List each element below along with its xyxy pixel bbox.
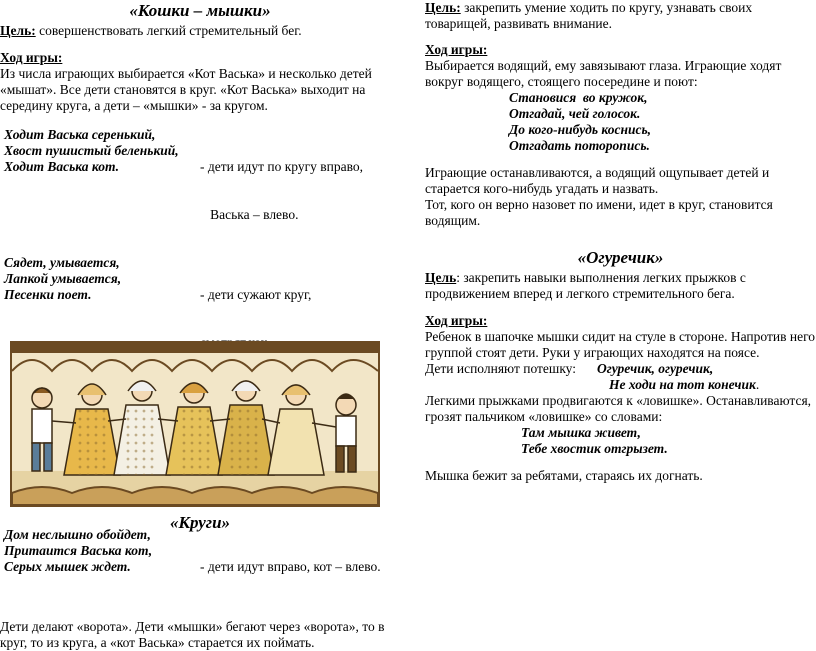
left-column xyxy=(0,0,400,651)
verse-row xyxy=(0,527,400,607)
poem-line: Отгадать поторопись. xyxy=(509,138,650,153)
course2-label: Ход игры: xyxy=(425,313,488,328)
goal-label: Цель: xyxy=(0,23,36,38)
goal-text: закрепить умение ходить по кругу, узнавать своих товарищей, развивать внимание. xyxy=(425,0,753,31)
chant-line-1 xyxy=(425,361,816,377)
verse-note xyxy=(200,527,400,607)
poem-line: Притаится Васька кот, xyxy=(4,543,153,558)
paragraph-jumps: Легкими прыжками продвигаются к «ловишке». Останавливаются, грозят пальчиком «ловишке» со словами: xyxy=(425,393,812,424)
poem-line: Там мышка живет, xyxy=(521,425,641,440)
chant-line-2 xyxy=(425,377,816,393)
chant-text-2: Не ходи на тот конечик xyxy=(609,377,756,392)
poem-line: Тебе хвостик отгрызет. xyxy=(521,441,668,456)
illustration-children-dancing xyxy=(10,341,380,507)
poem-line: Хвост пушистый беленький, xyxy=(4,143,179,158)
goal-label: Цель: xyxy=(425,0,461,15)
course2-text: Ребенок в шапочке мышки сидит на стуле в стороне. Напротив него группой стоят дети. Руки у играющих находятся на поясе. xyxy=(425,329,816,360)
verse-poem xyxy=(0,127,200,255)
note-line: - дети сужают круг, xyxy=(200,287,312,302)
right-column xyxy=(425,0,816,484)
mouse-poem xyxy=(425,425,816,457)
note-line: - дети идут вправо, кот – влево. xyxy=(200,559,381,574)
poem-line: Песенки поет. xyxy=(4,287,92,302)
ending-text: Дети делают «ворота». Дети «мышки» бегают через «ворота», то в круг, то из круга, а «кот Васька» старается их поймать. xyxy=(0,619,385,650)
paragraph-new-leader: Тот, кого он верно назовет по имени, идет в круг, становится водящим. xyxy=(425,197,773,228)
chant-text-2-end: . xyxy=(755,377,760,392)
poem-line: Становися во кружок, xyxy=(509,90,648,105)
course-text: Выбирается водящий, ему завязывают глаза. Играющие ходят вокруг водящего, стоящего посередине и поют: xyxy=(425,58,782,89)
poem-line: Лапкой умывается, xyxy=(4,271,122,286)
children-dancing-picture xyxy=(12,343,378,505)
goal-paragraph xyxy=(0,23,400,39)
course-label: Ход игры: xyxy=(0,50,63,65)
poem-line: Ходит Васька кот. xyxy=(4,159,120,174)
goal2-text: : закрепить навыки выполнения легких прыжков с продвижением вперед и легкого стремительного бега. xyxy=(425,270,746,301)
goal-paragraph xyxy=(425,0,816,32)
poem-line: Серых мышек ждет. xyxy=(4,559,131,574)
paragraph-chase: Мышка бежит за ребятами, стараясь их догнать. xyxy=(425,468,703,483)
chant-lead: Дети исполняют потешку: xyxy=(425,361,577,376)
paragraph-guessing: Играющие останавливаются, а водящий ощупывает детей и старается кого-нибудь угадать и назвать. xyxy=(425,165,770,196)
verse-poem xyxy=(0,527,200,607)
song-poem xyxy=(425,90,816,154)
note-line: - дети идут по кругу вправо, xyxy=(200,159,363,174)
chant-text-1: Огуречик, огуречик, xyxy=(597,361,714,376)
poem-line: Отгадай, чей голосок. xyxy=(509,106,641,121)
poem-line: Ходит Васька серенький, xyxy=(4,127,156,142)
goal2-paragraph xyxy=(425,270,816,302)
game-title-circles: «Круги» xyxy=(169,513,231,532)
game-title-cats-mice: «Кошки – мышки» xyxy=(129,1,271,20)
note-line: Васька – влево. xyxy=(200,207,299,222)
course-text: Из числа играющих выбирается «Кот Васька» и несколько детей «мышат». Все дети становятся в круг. «Кот Васька» выходит на середину круга, а дети – «мышки» - за кругом. xyxy=(0,66,372,113)
poem-line: До кого-нибудь коснись, xyxy=(509,122,652,137)
verse-row xyxy=(0,127,400,255)
goal-text: совершенствовать легкий стремительный бег. xyxy=(35,23,302,38)
poem-line: Сядет, умывается, xyxy=(4,255,120,270)
game-title-cucumber: «Огуречик» xyxy=(577,248,664,267)
verse-note xyxy=(200,127,400,255)
goal2-label: Цель xyxy=(425,270,457,285)
poem-line: Дом неслышно обойдет, xyxy=(4,527,151,542)
course-label: Ход игры: xyxy=(425,42,488,57)
